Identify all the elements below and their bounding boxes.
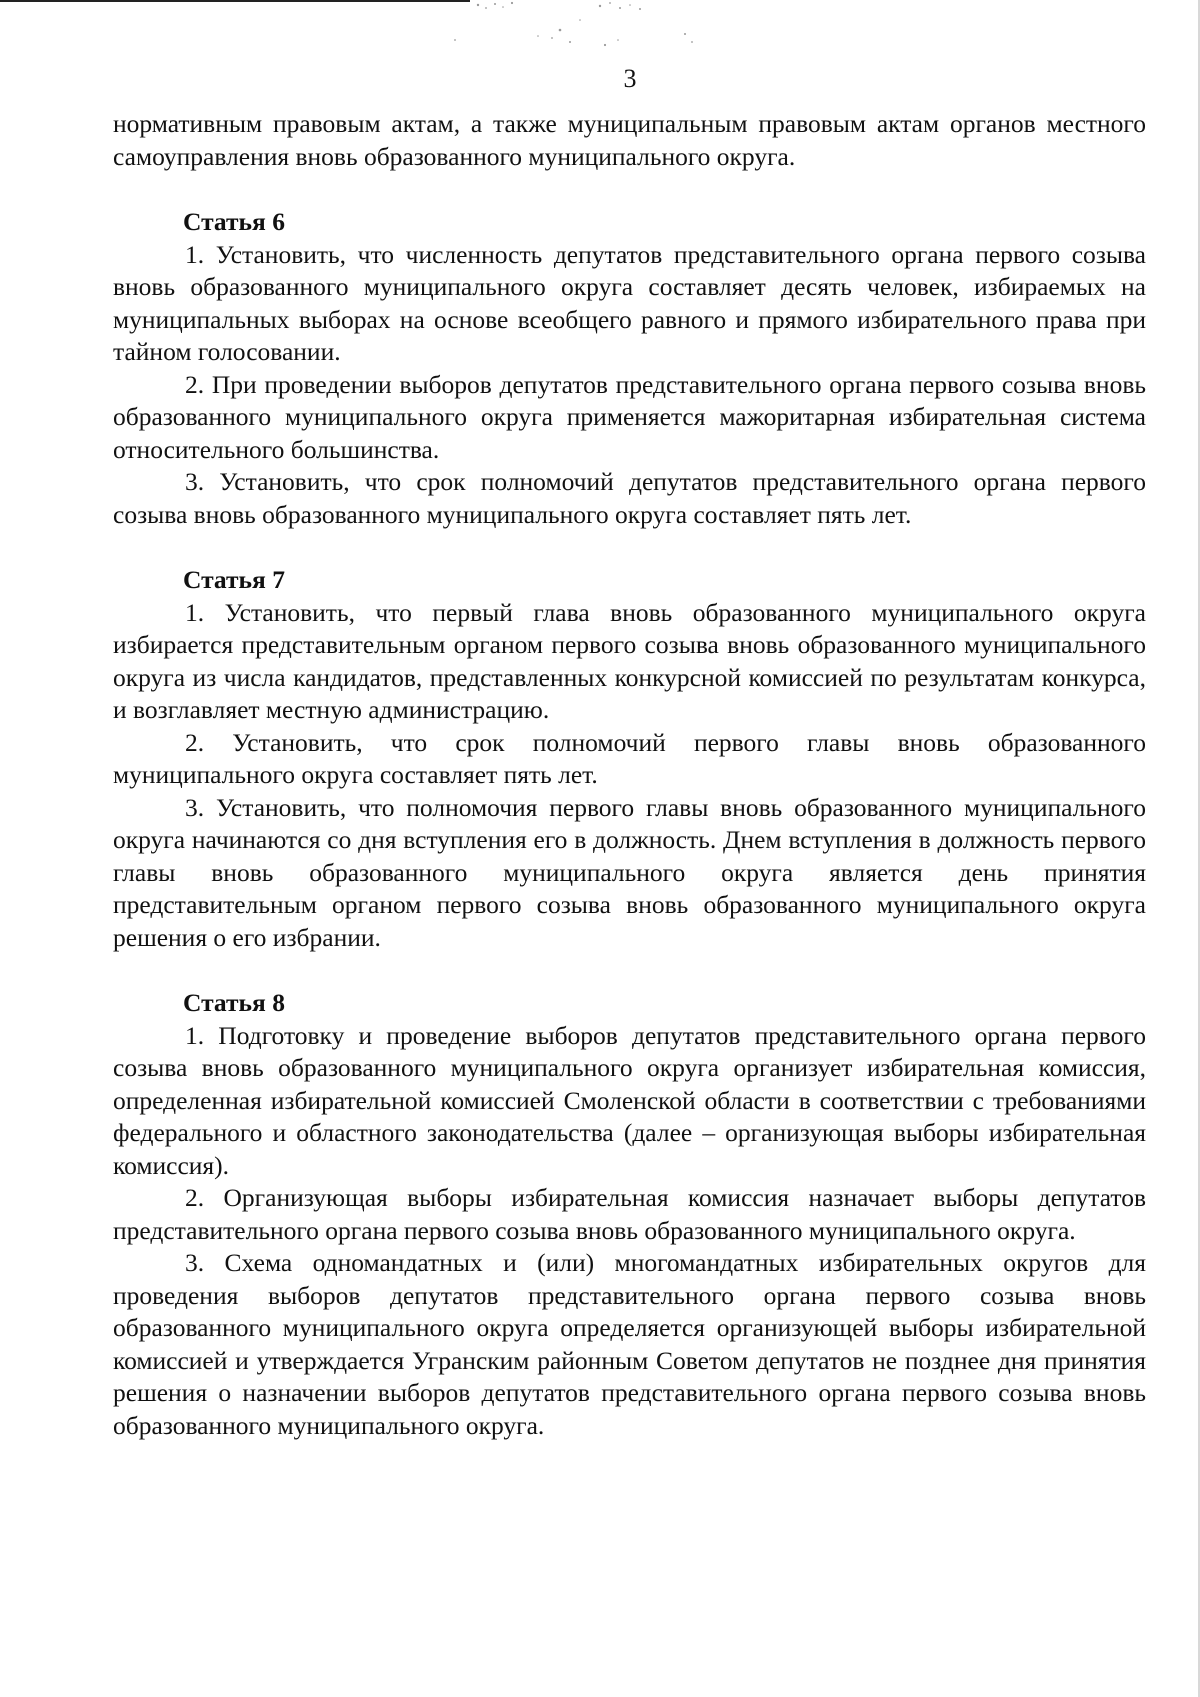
article-title: Статья 7: [183, 565, 285, 594]
article-8: [113, 987, 1146, 1442]
article-paragraph: 3. Установить, что срок полномочий депутатов представительного органа первого созыва вновь образованного муниципального округа составляет пять лет.: [113, 467, 1146, 529]
article-paragraph: 2. При проведении выборов депутатов представительного органа первого созыва вновь образованного муниципального округа применяется мажоритарная избирательная система относительного большинства.: [113, 369, 1146, 464]
article-paragraph: 2. Установить, что срок полномочий первого главы вновь образованного муниципального округа составляет пять лет.: [113, 727, 1146, 789]
article-paragraph: 3. Схема одномандатных и (или) многомандатных избирательных округов для проведения выборов депутатов представительного органа первого созыва вновь образованного муниципального округа определяется организующей выборы избирательной комиссией и утверждается Угранским районным Советом депутатов не позднее дня принятия решения о назначении выборов депутатов представительного органа первого созыва вновь образованного муниципального округа.: [113, 1248, 1146, 1440]
scan-noise-decoration: [440, 0, 750, 60]
article-title: Статья 6: [183, 207, 285, 236]
page-number: 3: [623, 64, 637, 93]
article-7: [113, 564, 1146, 954]
article-paragraph: 1. Установить, что первый глава вновь образованного муниципального округа избирается представительным органом первого созыва вновь образованного муниципального округа из числа кандидатов, представленных конкурсной комиссией по результатам конкурса, и возглавляет местную администрацию.: [113, 597, 1146, 724]
document-body: [113, 108, 1146, 1442]
article-paragraph: 3. Установить, что полномочия первого главы вновь образованного муниципального округа начинаются со дня вступления его в должность. Днем вступления в должность первого главы вновь образованного муниципального округа является день принятия представительным органом первого созыва вновь образованного муниципального округа решения о его избрании.: [113, 792, 1146, 952]
article-paragraph: 2. Организующая выборы избирательная комиссия назначает выборы депутатов представительного органа первого созыва вновь образованного муниципального округа.: [113, 1183, 1146, 1245]
article-paragraph: 1. Установить, что численность депутатов представительного органа первого созыва вновь образованного муниципального округа составляет десять человек, избираемых на муниципальных выборах на основе всеобщего равного и прямого избирательного права при тайном голосовании.: [113, 239, 1146, 366]
opening-paragraph: нормативным правовым актам, а также муниципальным правовым актам органов местного самоуправления вновь образованного муниципального округа.: [113, 109, 1146, 171]
article-paragraph: 1. Подготовку и проведение выборов депутатов представительного органа первого созыва вновь образованного муниципального округа организует избирательная комиссия, определенная избирательной комиссией Смоленской области в соответствии с требованиями федерального и областного законодательства (далее – организующая выборы избирательная комиссия).: [113, 1020, 1146, 1180]
article-6: [113, 206, 1146, 531]
top-rule-divider: [0, 0, 470, 2]
article-title: Статья 8: [183, 988, 285, 1017]
